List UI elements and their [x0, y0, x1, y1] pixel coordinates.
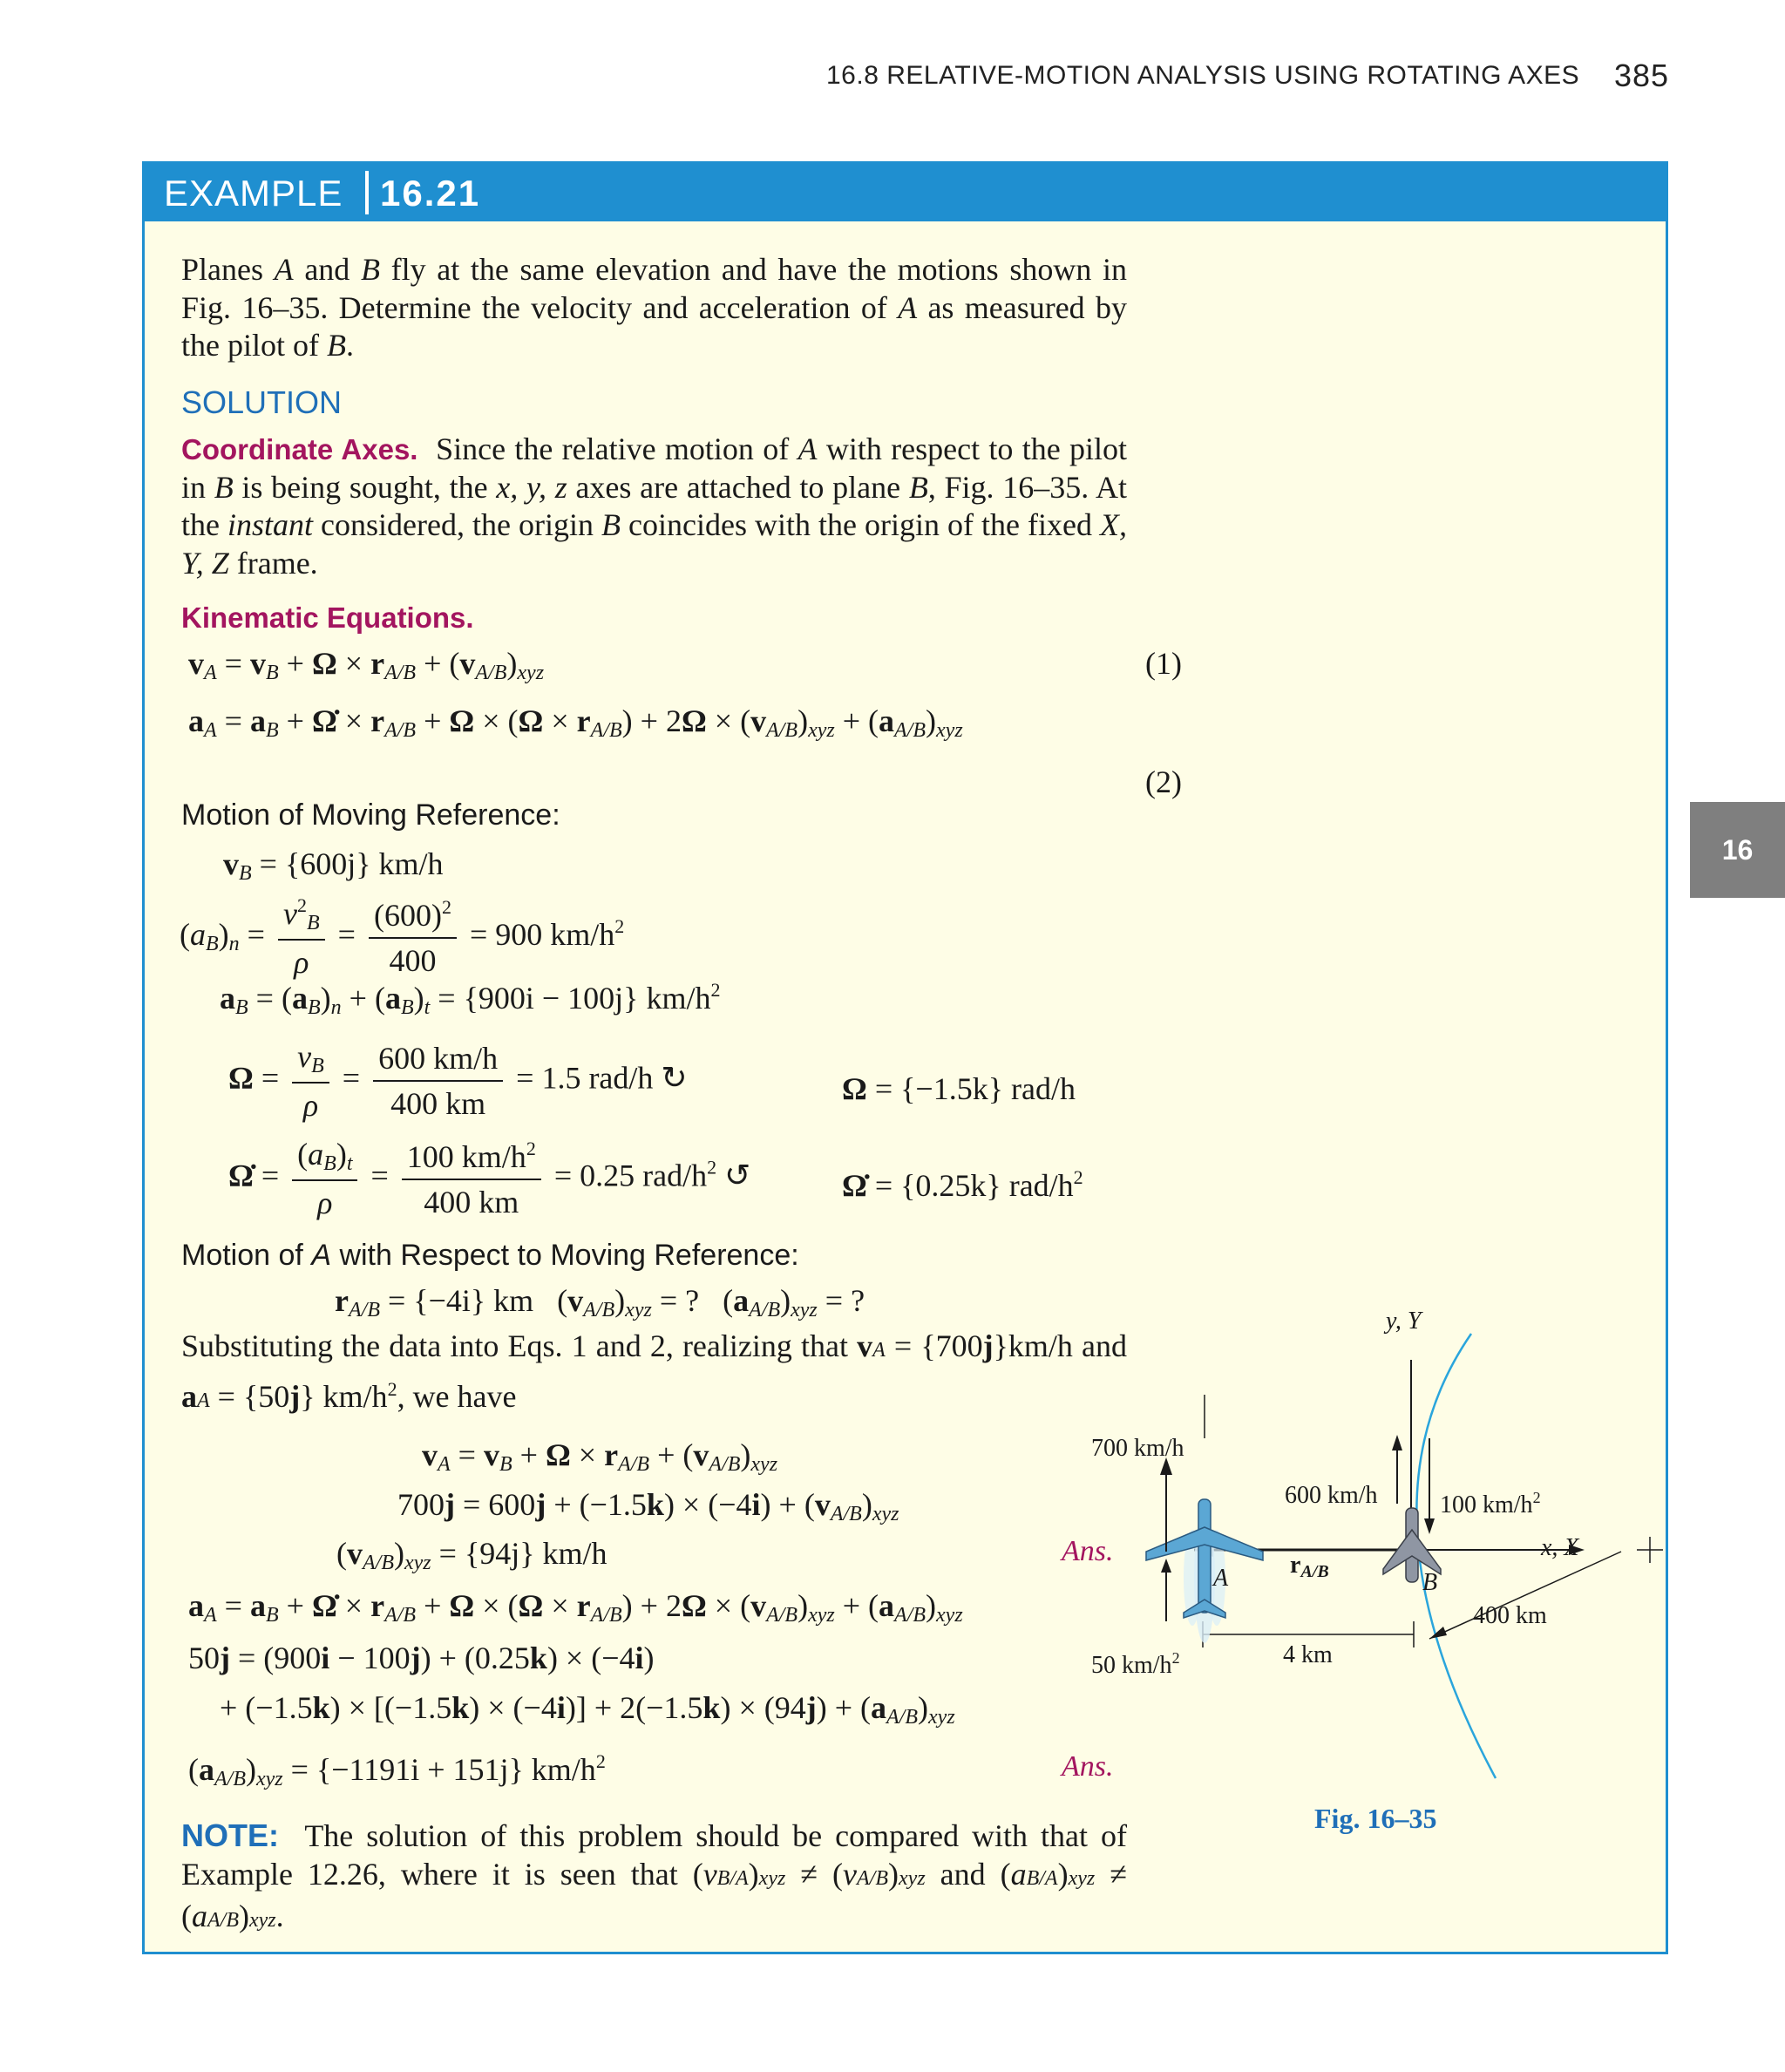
- example-label: EXAMPLE: [164, 173, 343, 214]
- omegadot-equation: Ω̇ = $\frac{(a_B)_t}{\rho}$ = $\frac{100 km/h^2}{400 km}$ = 0.25 rad/$h^2$ ↺: [228, 1137, 751, 1220]
- vA-label: 700 km/h: [1091, 1435, 1184, 1462]
- acceleration-line-3: + $(-1.5k) \times [(-1.5k) \times (-4i)] + 2(-1.5k) \times (94j) + (a_{A/B})_{xyz}$: [220, 1690, 955, 1729]
- omega-vector: Ω = {−1.5k} rad/h: [842, 1071, 1076, 1106]
- aB-equation: $a_B = (a_B)_n + (a_B)_t = \{900i - 100j\}$ $km/h^2$: [220, 979, 721, 1019]
- point-b-label: B: [1422, 1569, 1438, 1596]
- example-header: [145, 164, 1666, 221]
- rAB-label: $r_{A/B}$: [1290, 1552, 1329, 1581]
- distance-label: 4 km: [1283, 1641, 1333, 1668]
- chapter-tab[interactable]: 16: [1690, 802, 1785, 898]
- radius-label: 400 km: [1473, 1602, 1547, 1629]
- y-axis-label: y, Y: [1386, 1308, 1422, 1335]
- velocity-line-1: $v_A = v_B + \Omega \times r_{A/B} + (v_{A/B})_{xyz}$: [422, 1437, 778, 1476]
- aA-label: 50 $km/h^2$: [1091, 1649, 1180, 1679]
- solution-heading: SOLUTION: [181, 384, 343, 420]
- aA-arrow-head: [1161, 1559, 1171, 1573]
- omega-equation: Ω = $\frac{v_B}{\rho}$ = $\frac{600 km/h}{400 km}$ = 1.5 rad/h ↻: [228, 1039, 688, 1123]
- ans-velocity: Ans.: [1062, 1535, 1114, 1567]
- kinematic-heading: Kinematic Equations.: [181, 601, 474, 634]
- vB-label: 600 km/h: [1285, 1482, 1378, 1509]
- page-number: 385: [1614, 58, 1670, 93]
- example-divider: [365, 171, 369, 214]
- acceleration-line-2: 50j = (900i − 100j) + (0.25k) × (−4i): [188, 1641, 655, 1675]
- equation-1-number: (1): [1145, 646, 1182, 681]
- radius-arrow: [1429, 1627, 1447, 1639]
- equation-2: $a_A = a_B$ + Ω̇ × $r_{A/B} + \Omega \times (\Omega \times r_{A/B}) + 2\Omega \times (v_{A/B})_{xyz} + (a_{A/B})_{xyz}$: [188, 703, 963, 742]
- problem-statement: Planes A and B fly at the same elevation and have the motions shown in Fig. 16–35. Determine the velocity and acceleration of A as measured by the pilot of B.: [181, 252, 1127, 363]
- equation-1: $v_A = v_B + \Omega \times r_{A/B} + (v_{A/B})_{xyz}$: [188, 646, 545, 684]
- vB-value: {600j} km/h: [284, 846, 444, 881]
- vB-arrow-head: [1392, 1435, 1402, 1450]
- velocity-result: $(v_{A/B})_{xyz} = \{94j\}$ km/h: [336, 1536, 607, 1574]
- note-label: NOTE:: [181, 1817, 279, 1853]
- aB-label: 100 $km/h^2$: [1440, 1489, 1541, 1518]
- substituting-paragraph: Substituting the data into Eqs. 1 and 2, realizing that vA = {700j}km/h and aA = {50j} $km/h^2$, we have: [181, 1328, 1127, 1414]
- aB-arrow-head: [1424, 1518, 1435, 1534]
- rAB-equation: $r_{A/B} = \{-4i\}$ km $(v_{A/B})_{xyz}$ = ? $(a_{A/B})_{xyz}$ = ?: [335, 1283, 865, 1321]
- moving-reference-heading: Motion of Moving Reference:: [181, 798, 560, 832]
- example-number: 16.21: [380, 173, 481, 214]
- relative-motion-heading: Motion of A with Respect to Moving Reference:: [181, 1239, 799, 1272]
- figure-16-35: [1063, 1290, 1673, 1813]
- omegadot-vector: Ω̇ = {0.25k} rad/$h^2$: [842, 1166, 1083, 1203]
- note-paragraph: NOTE: The solution of this problem should be compared with that of Example 12.26, where it is seen that (vB/A)xyz ≠ (vA/B)xyz and (aB/A)xyz ≠ (aA/B)xyz.: [181, 1817, 1127, 1933]
- equation-2-number: (2): [1145, 764, 1182, 799]
- acceleration-line-1: $a_A = a_B$ + Ω̇ × $r_{A/B} + \Omega \times (\Omega \times r_{A/B}) + 2\Omega \times (v_{A/B})_{xyz} + (a_{A/B})_{xyz}$: [188, 1588, 963, 1627]
- vB-equation: $v_B = \{600j\}$ km/h: [223, 846, 444, 885]
- acceleration-result: $(a_{A/B})_{xyz} = \{-1191i + 151j\}$ $km/h^2$: [188, 1750, 606, 1790]
- x-axis-label: x, X: [1541, 1534, 1579, 1561]
- point-a-label: A: [1213, 1565, 1229, 1592]
- coordinate-axes-heading: Coordinate Axes.: [181, 433, 418, 465]
- aBn-equation: $(a_B)_n$ = $\frac{v^2_B}{\rho}$ = $\frac{(600)^2}{400}$ = 900 $km/h^2$: [180, 894, 625, 980]
- coordinate-axes-paragraph: Coordinate Axes. Since the relative motion of A with respect to the pilot in B is being sought, the x, y, z axes are attached to plane B, Fig. 16–35. At the instant considered, the origin B coincides with the origin of the fixed X, Y, Z frame.: [181, 431, 1127, 581]
- velocity-line-2: $700j = 600j + (-1.5k) \times (-4i) + (v_{A/B})_{xyz}$: [397, 1487, 899, 1525]
- ans-acceleration: Ans.: [1062, 1750, 1114, 1783]
- figure-caption: Fig. 16–35: [1314, 1803, 1437, 1834]
- running-head: 16.8 RELATIVE-MOTION ANALYSIS USING ROTATING AXES: [826, 61, 1580, 90]
